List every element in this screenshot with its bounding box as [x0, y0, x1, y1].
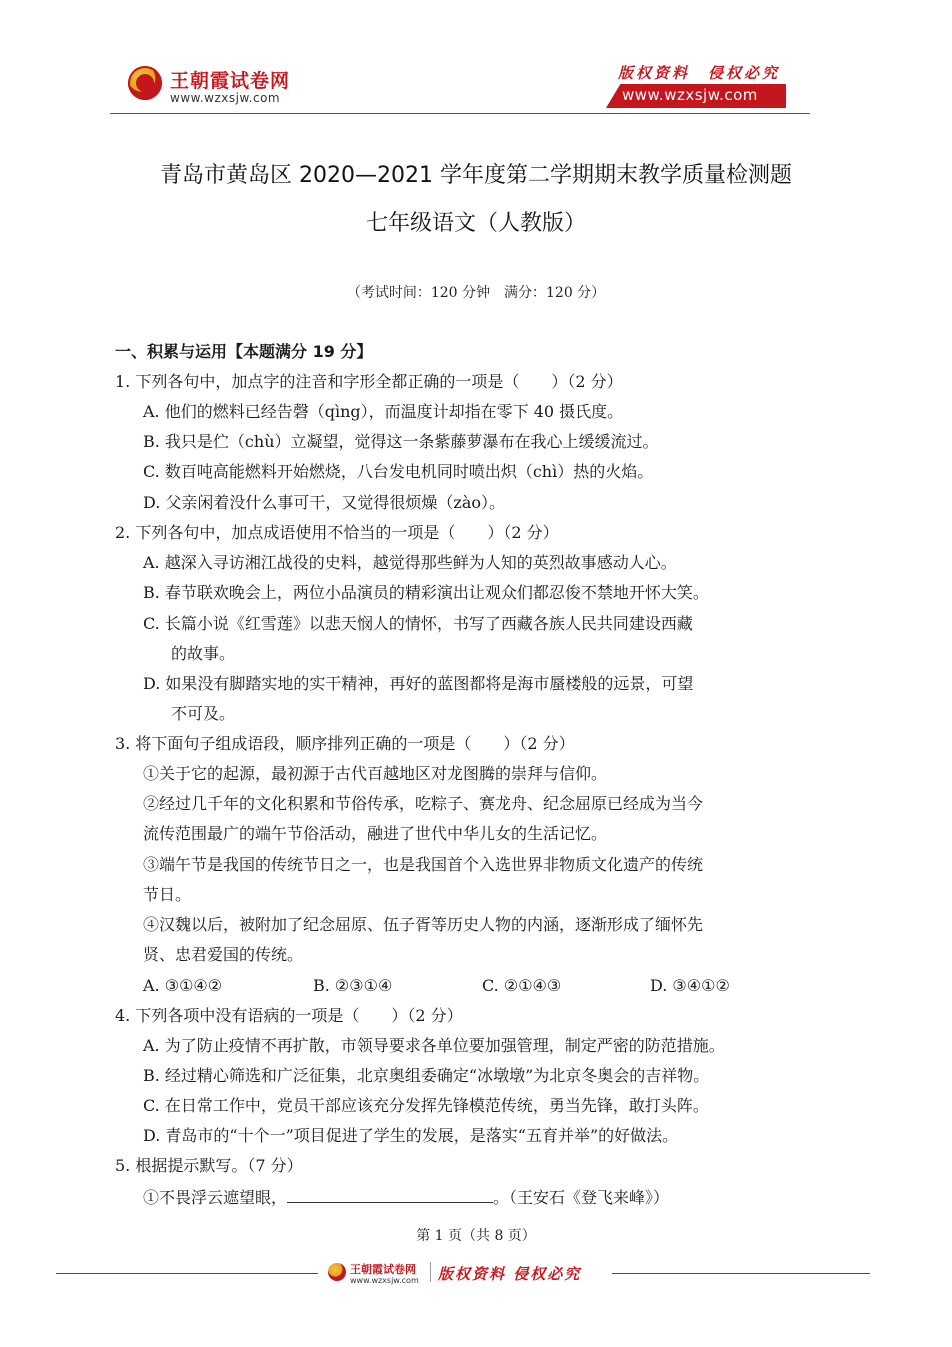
question-1-option-a: A. 他们的燃料已经告磬（qìng），而温度计却指在零下 40 摄氏度。 — [143, 402, 624, 421]
question-5-item-1 — [143, 1186, 669, 1208]
question-3-sentence-3-cont: 节日。 — [143, 885, 192, 904]
section-heading: 一、积累与运用【本题满分 19 分】 — [115, 342, 373, 361]
question-2-option-b: B. 春节联欢晚会上，两位小品演员的精彩演出让观众们都忍俊不禁地开怀大笑。 — [143, 583, 709, 602]
question-1-option-c: C. 数百吨高能燃料开始燃烧，八台发电机同时喷出炽（chì）热的火焰。 — [143, 462, 654, 481]
question-1-option-d: D. 父亲闲着没什么事可干，又觉得很烦燥（zào）。 — [143, 493, 506, 512]
question-3-sentence-4-cont: 贤、忠君爱国的传统。 — [143, 945, 304, 964]
footer-divider-right — [612, 1273, 870, 1274]
question-2-stem: 2. 下列各句中，加点成语使用不恰当的一项是（ ）（2 分） — [115, 523, 559, 542]
question-2-option-d: D. 如果没有脚踏实地的实干精神，再好的蓝图都将是海市蜃楼般的远景，可望 — [143, 674, 694, 693]
question-1-option-b: B. 我只是伫（chù）立凝望，觉得这一条紫藤萝瀑布在我心上缓缓流过。 — [143, 432, 659, 451]
question-3-sentence-1: ①关于它的起源，最初源于古代百越地区对龙图腾的崇拜与信仰。 — [143, 764, 608, 783]
footer-logo-icon — [328, 1263, 346, 1281]
question-2-option-a: A. 越深入寻访湘江战役的史料，越觉得那些鲜为人知的英烈故事感动人心。 — [143, 553, 677, 572]
question-5-stem: 5. 根据提示默写。（7 分） — [115, 1156, 303, 1175]
question-3-stem: 3. 将下面句子组成语段，顺序排列正确的一项是（ ）（2 分） — [115, 734, 575, 753]
question-3-options — [143, 976, 803, 996]
footer-brand-name: 王朝霞试卷网 — [350, 1263, 416, 1276]
question-4-option-c: C. 在日常工作中，党员干部应该充分发挥先锋模范传统，勇当先锋，敢打头阵。 — [143, 1096, 709, 1115]
exam-info: （考试时间：120 分钟 满分：120 分） — [346, 285, 606, 301]
question-5-item-1-prefix: ①不畏浮云遮望眼， — [143, 1188, 288, 1207]
question-1-stem: 1. 下列各句中，加点字的注音和字形全都正确的一项是（ ）（2 分） — [115, 372, 623, 391]
question-2-option-c-cont: 的故事。 — [171, 644, 236, 663]
question-3-sentence-3: ③端午节是我国的传统节日之一，也是我国首个入选世界非物质文化遗产的传统 — [143, 855, 704, 874]
question-3-option-d: D. ③④①② — [650, 976, 730, 995]
footer-separator — [430, 1262, 431, 1282]
exam-subtitle: 七年级语文（人教版） — [365, 211, 586, 236]
brand-logo-emblem-icon — [136, 74, 154, 92]
question-4-option-d: D. 青岛市的“十个一”项目促进了学生的发展，是落实“五育并举”的好做法。 — [143, 1126, 679, 1145]
header-divider — [110, 113, 810, 114]
brand-url[interactable]: www.wzxsjw.com — [170, 91, 281, 105]
question-3-sentence-4: ④汉魏以后，被附加了纪念屈原、伍子胥等历史人物的内涵，逐渐形成了缅怀先 — [143, 915, 704, 934]
brand-name: 王朝霞试卷网 — [170, 70, 291, 92]
question-4-option-a: A. 为了防止疫情不再扩散，市领导要求各单位要加强管理，制定严密的防范措施。 — [143, 1036, 725, 1055]
question-3-sentence-2: ②经过几千年的文化积累和节俗传承，吃粽子、赛龙舟、纪念屈原已经成为当今 — [143, 794, 704, 813]
copyright-slogan: 版权资料 侵权必究 — [618, 64, 781, 82]
question-3-sentence-2-cont: 流传范围最广的端午节俗活动，融进了世代中华儿女的生活记忆。 — [143, 824, 608, 843]
footer-divider-left — [56, 1273, 318, 1274]
question-2-option-c: C. 长篇小说《红雪莲》以悲天悯人的情怀，书写了西藏各族人民共同建设西藏 — [143, 614, 693, 633]
question-3-option-b: B. ②③①④ — [313, 976, 393, 995]
question-4-option-b: B. 经过精心筛选和广泛征集，北京奥组委确定“冰墩墩”为北京冬奥会的吉祥物。 — [143, 1066, 710, 1085]
question-3-option-a: A. ③①④② — [143, 976, 223, 995]
page-number: 第 1 页（共 8 页） — [416, 1228, 536, 1244]
question-2-option-d-cont: 不可及。 — [171, 704, 236, 723]
question-5-item-1-suffix: 。（王安石《登飞来峰》） — [493, 1188, 670, 1207]
exam-title: 青岛市黄岛区 2020—2021 学年度第二学期期末教学质量检测题 — [160, 163, 792, 188]
answer-blank[interactable] — [287, 1186, 493, 1203]
footer-brand-url[interactable]: www.wzxsjw.com — [350, 1276, 419, 1285]
question-3-option-c: C. ②①④③ — [482, 976, 562, 995]
question-4-stem: 4. 下列各项中没有语病的一项是（ ）（2 分） — [115, 1006, 463, 1025]
footer-slogan: 版权资料 侵权必究 — [438, 1265, 582, 1283]
slogan-url[interactable]: www.wzxsjw.com — [622, 86, 758, 104]
